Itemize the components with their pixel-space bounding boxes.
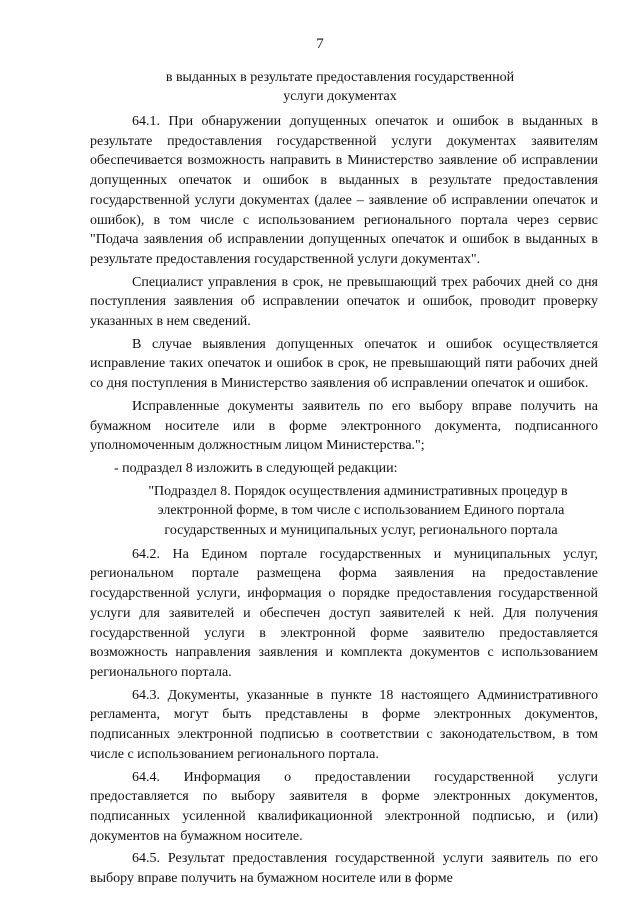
paragraph-64-1: 64.1. При обнаружении допущенных опечаток и ошибок в выданных в результате предоставления государственной услуги документах заявителям обеспечивается возможность направить в Министерство заявление об исправлении допущенных опечаток и ошибок в выданных в результате предоставления государственной услуги документах (далее – заявление об исправлении опечаток и ошибок), в том числе с использованием регионального портала через сервис "Подача заявления об исправлении допущенных опечаток и ошибок в выданных в результате предоставления государственной услуги документах". [90,114,598,267]
paragraph-64-4: 64.4. Информация о предоставлении государственной услуги предоставляется по выбору заявителя в форме электронных документов, подписанных усиленной квалификационной электронной подписью, и (или) документов на бумажном носителе. [90,769,598,844]
paragraph-64-5: 64.5. Результат предоставления государственной услуги заявитель по его выбору вправе получить на бумажном носителе или в форме [90,851,598,887]
document-body [90,112,598,892]
page-number: 7 [316,36,324,52]
paragraph-specialist-check: Специалист управления в срок, не превышающий трех рабочих дней со дня поступления заявления об исправлении опечаток и ошибок, проводит проверку указанных в нем сведений. [90,274,598,330]
paragraph-correction: В случае выявления допущенных опечаток и ошибок осуществляется исправление таких опечаток и ошибок в срок, не превышающий пяти рабочих дней со дня поступления в Министерство заявления об исправлении опечаток и ошибок. [90,336,598,392]
heading-line-2: услуги документах [283,89,397,104]
paragraph-corrected-documents: Исправленные документы заявитель по его выбору вправе получить на бумажном носителе или в форме электронного документа, подписанного уполномоченным должностным лицом Министерства."; [90,398,598,454]
heading-line-1: в выданных в результате предоставления государственной [165,70,515,85]
paragraph-64-3: 64.3. Документы, указанные в пункте 18 настоящего Административного регламента, могут быть представлены в форме электронных документов, подписанных электронной подписью в соответствии с законодательством, в том числе с использованием регионального портала. [90,687,598,762]
section-heading [130,68,550,106]
subsection-8-title: "Подраздел 8. Порядок осуществления административных процедур в электронной форме, в том числе с использованием Единого портала государственных и муниципальных услуг, регионального портала [148,483,568,539]
paragraph-64-2: 64.2. На Едином портале государственных и муниципальных услуг, региональном портале размещена форма заявления на предоставление государственной услуги, информация о порядке предоставления государственной услуги для заявителей и обеспечен доступ заявителей к ней. Для получения государственной услуги в электронной форме заявителю предоставляется возможность направления заявления и комплекта документов с использованием регионального портала. [90,546,598,680]
paragraph-subsection-intro: - подраздел 8 изложить в следующей редакции: [114,460,398,476]
